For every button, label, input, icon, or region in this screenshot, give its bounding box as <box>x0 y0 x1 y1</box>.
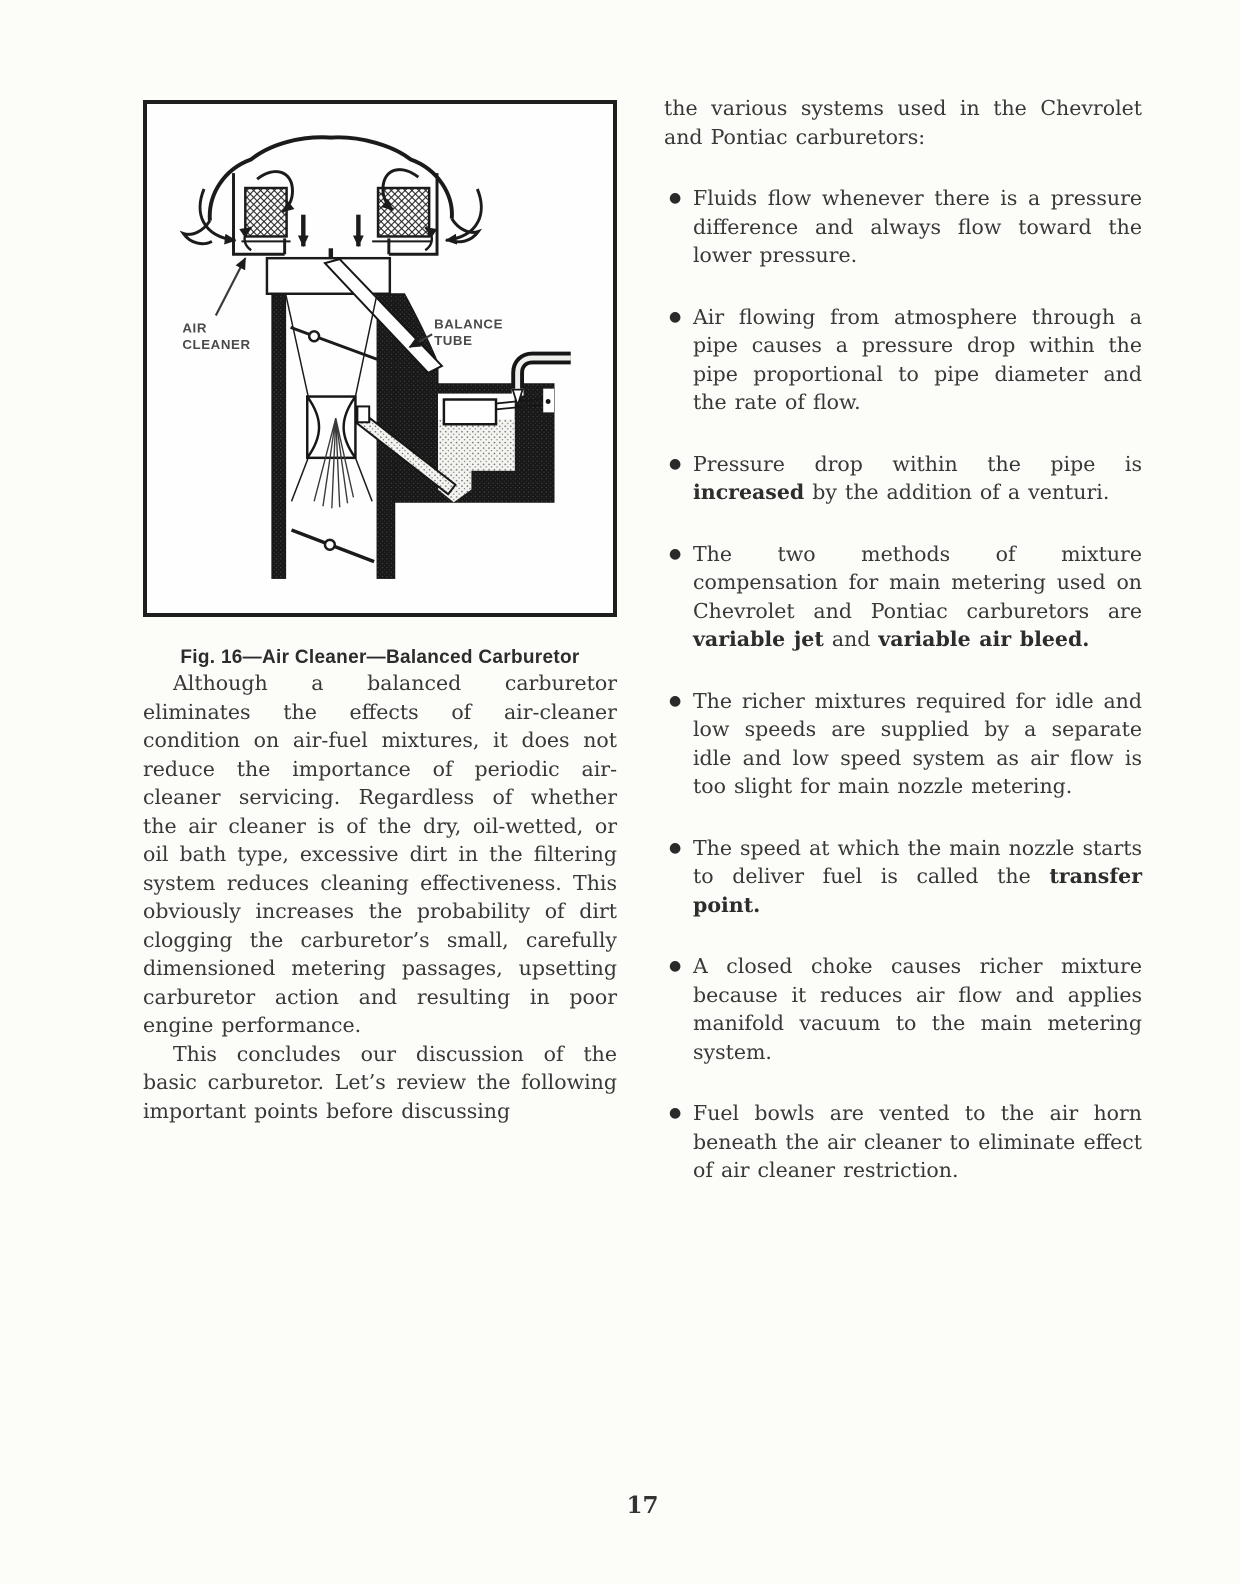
list-item <box>664 540 1142 654</box>
nozzle-stub <box>357 406 369 422</box>
bullet-icon: ● <box>669 958 682 974</box>
filter-element-right <box>378 188 429 236</box>
list-item <box>664 184 1142 270</box>
throat-wall-left <box>272 294 286 579</box>
bullet-text: A closed choke causes richer mixture because it reduces air flow and applies manifold vacuum to the main metering system. <box>693 954 1142 1064</box>
filter-element-left <box>245 188 286 236</box>
bullet-text: Fluids flow whenever there is a pressure difference and always flow toward the lower pressure. <box>693 186 1142 267</box>
balance-tube-label-line1: BALANCE <box>434 316 504 332</box>
bullet-text: The two methods of mixture compensation for main metering used on Chevrolet and Pontiac carburetors are variable jet and variable air bleed. <box>693 541 1142 651</box>
list-item <box>664 303 1142 417</box>
figure-16-frame <box>143 100 617 617</box>
right-column <box>664 94 1142 1185</box>
bullet-text: Pressure drop within the pipe is increased by the addition of a venturi. <box>693 451 1142 504</box>
bullet-icon: ● <box>669 545 682 562</box>
bullet-icon: ● <box>669 455 682 472</box>
list-item <box>664 687 1142 801</box>
air-cleaner-label-line2: CLEANER <box>182 337 251 353</box>
air-cleaner-label-line1: AIR <box>182 320 208 336</box>
fuel-in-bowl <box>438 419 515 470</box>
paragraph: Although a balanced carburetor eliminates the effects of air-cleaner condition on air-fuel mixtures, it does not reduce the importance of periodic air-cleaner servicing. Regardless of whether the air cleaner is of the dry, oil-wetted, or oil bath type, excessive dirt in the filtering system reduces cleaning effectiveness. This obviously increases the probability of dirt clogging the carburetor’s small, carefully dimensioned metering passages, upsetting carburetor action and resulting in poor engine performance. <box>143 671 617 1037</box>
bullet-text: The richer mixtures required for idle and low speeds are supplied by a separate idle and low speed system as air flow is too slight for main nozzle metering. <box>693 688 1142 798</box>
carburetor-diagram <box>147 104 613 613</box>
figure-caption: Fig. 16—Air Cleaner—Balanced Carburetor <box>180 647 580 668</box>
intro-text: the various systems used in the Chevrolet and Pontiac carburetors: <box>664 96 1142 149</box>
float <box>444 400 496 425</box>
throttle-shaft <box>325 540 335 550</box>
list-item <box>664 952 1142 1066</box>
float-hinge-pin <box>546 399 551 404</box>
bullet-text: The speed at which the main nozzle starts to deliver fuel is called the transfer point. <box>693 835 1142 917</box>
paragraph: This concludes our discussion of the basic carburetor. Let’s review the following important points before discussing <box>143 1041 617 1123</box>
bullet-icon: ● <box>669 692 682 709</box>
page-number: 17 <box>626 1492 659 1519</box>
list-item <box>664 1099 1142 1185</box>
left-column-text <box>143 669 617 1125</box>
list-item <box>664 834 1142 920</box>
bullet-icon: ● <box>669 839 682 856</box>
bullet-text: Fuel bowls are vented to the air horn beneath the air cleaner to eliminate effect of air cleaner restriction. <box>693 1101 1142 1182</box>
list-item <box>664 450 1142 507</box>
balance-tube-label-line2: TUBE <box>434 333 473 349</box>
left-column <box>143 100 617 1125</box>
bullet-icon: ● <box>669 1105 682 1121</box>
choke-shaft <box>309 331 319 341</box>
review-points-list <box>664 184 1142 1185</box>
bullet-icon: ● <box>669 190 682 206</box>
bullet-icon: ● <box>669 308 682 325</box>
bullet-text: Air flowing from atmosphere through a pipe causes a pressure drop within the pipe proportional to pipe diameter and the rate of flow. <box>693 304 1142 414</box>
